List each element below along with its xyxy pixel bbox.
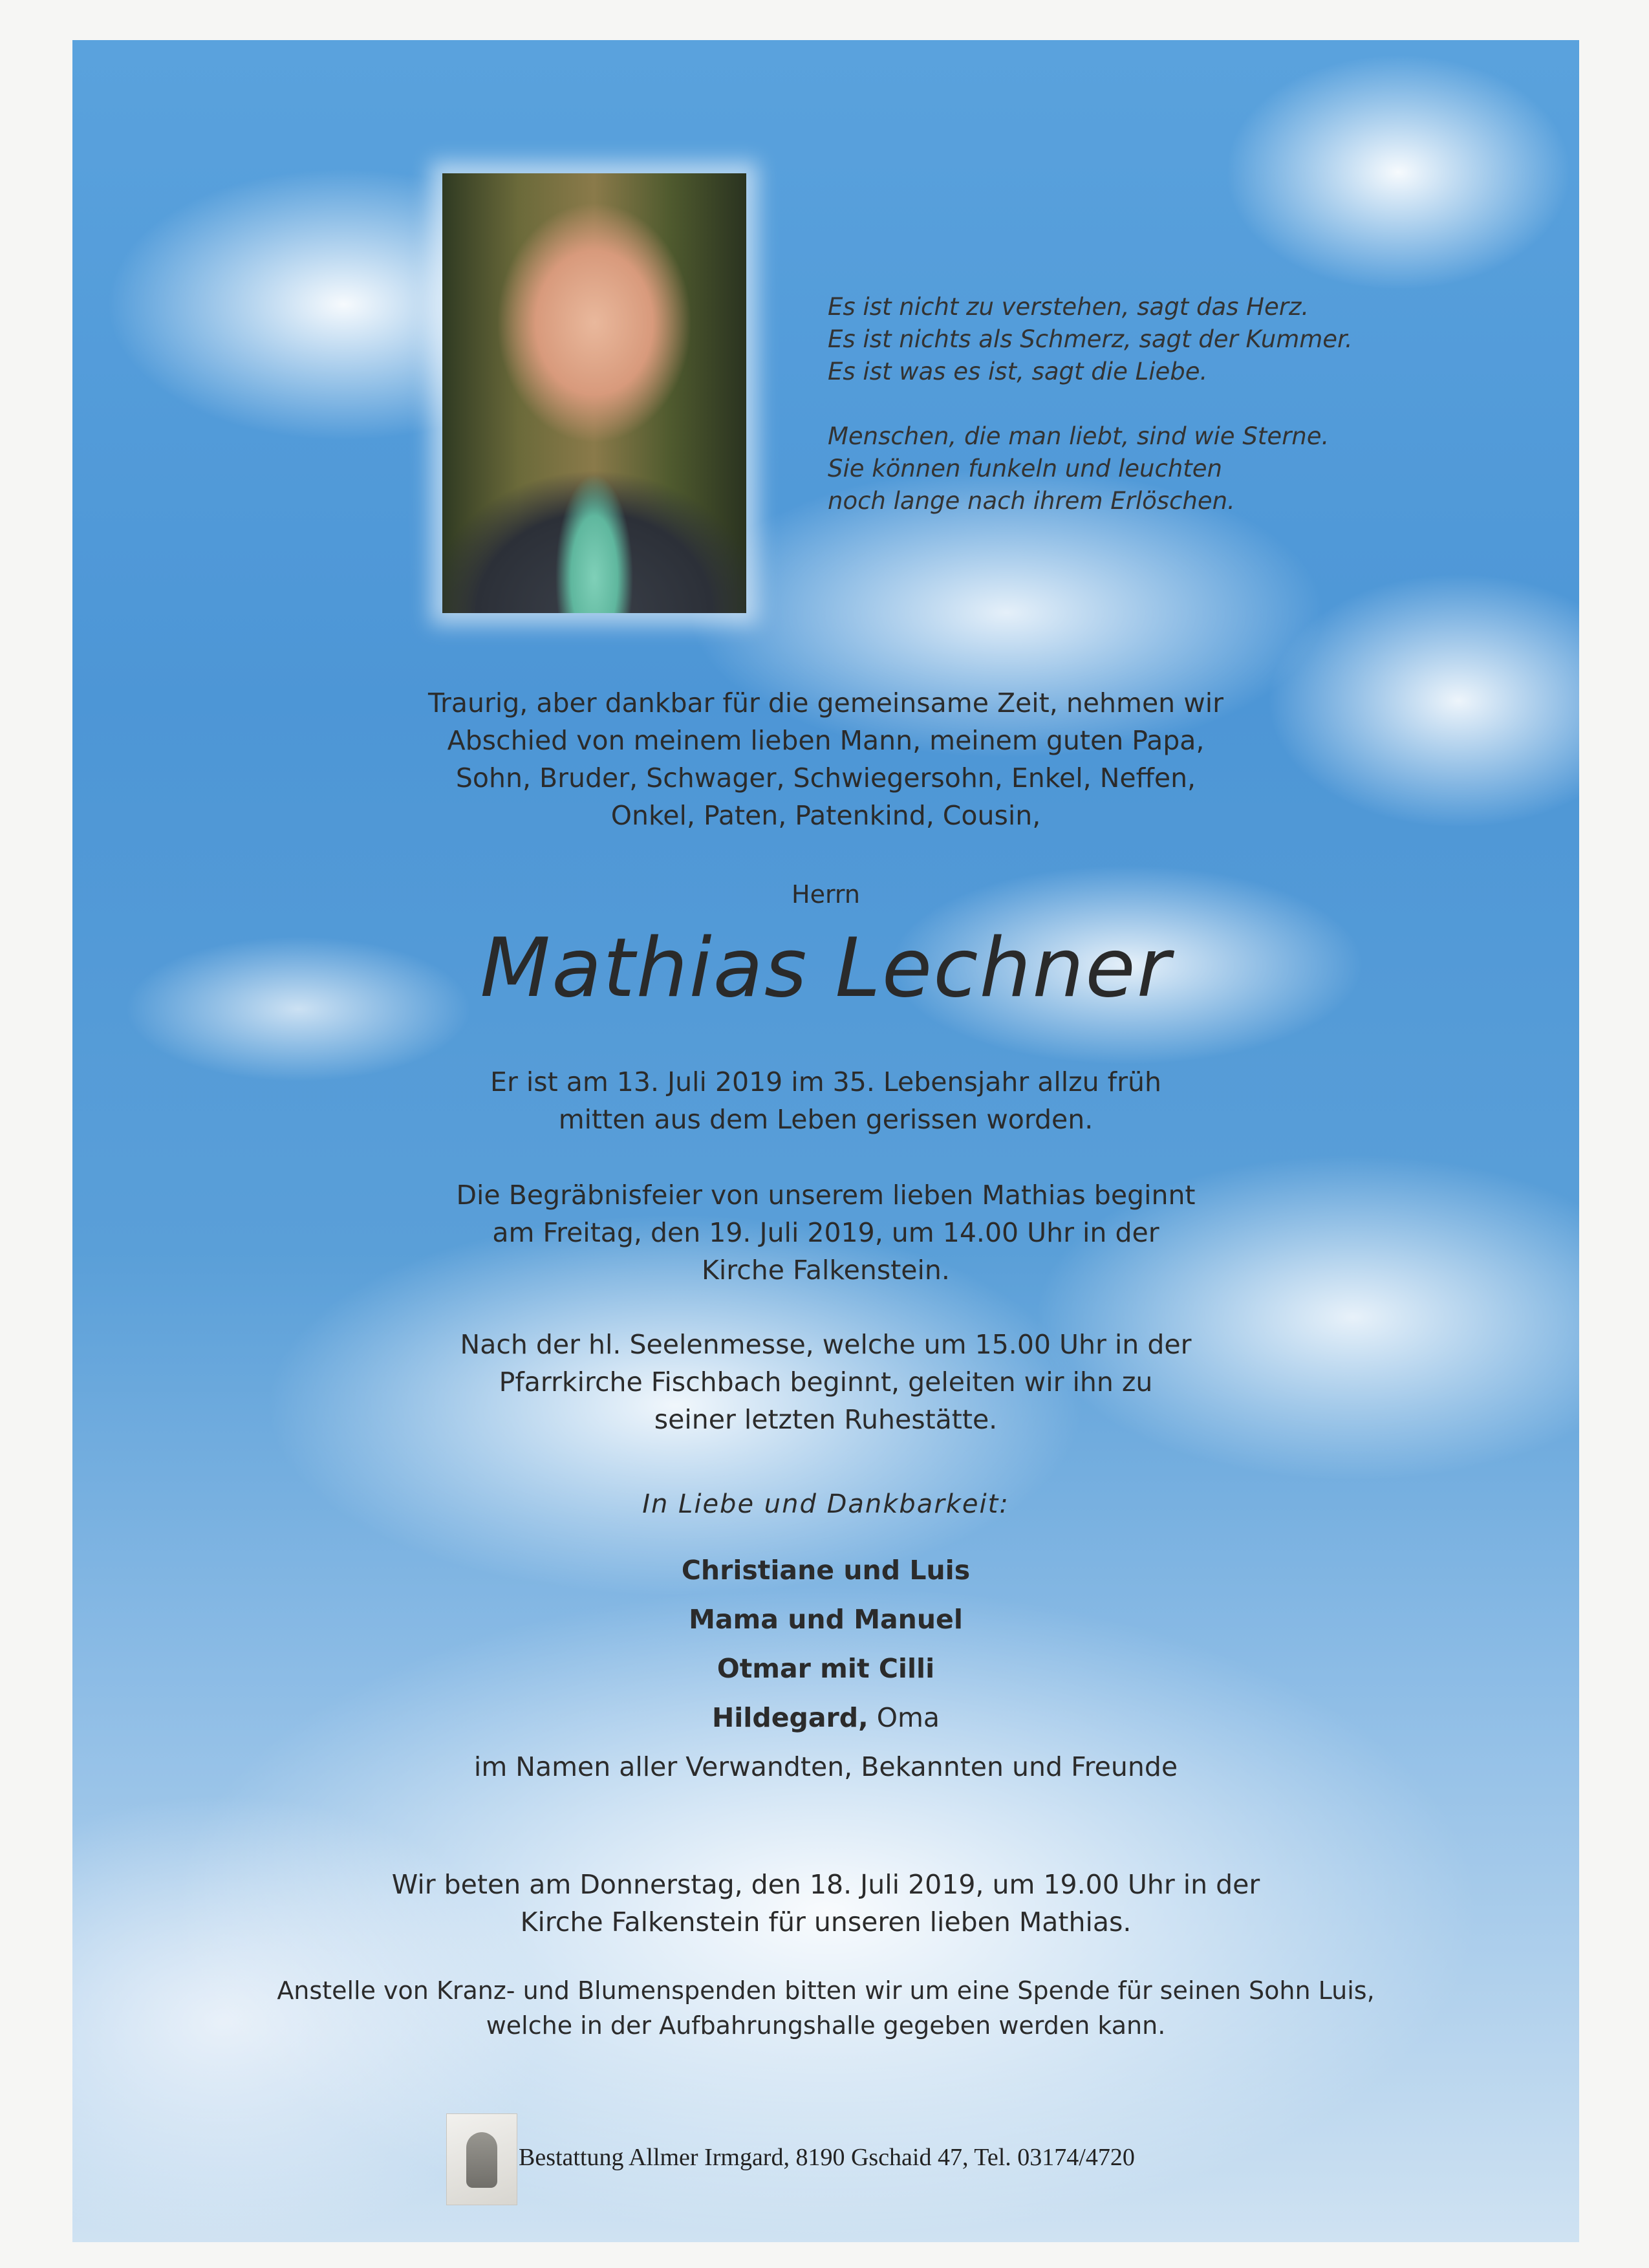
poem: [828, 291, 1410, 517]
mourner-name-bold: Hildegard,: [711, 1702, 868, 1733]
mourners-list: [72, 1546, 1579, 1791]
intro-line: Sohn, Bruder, Schwager, Schwiegersohn, Enkel, Neffen,: [455, 762, 1196, 794]
deceased-name: Mathias Lechner: [480, 920, 1172, 1015]
donation-line: Anstelle von Kranz- und Blumenspenden bitten wir um eine Spende für seinen Sohn Luis,: [277, 1976, 1375, 2005]
mass-line: seiner letzten Ruhestätte.: [654, 1404, 998, 1435]
mass-line: Nach der hl. Seelenmesse, welche um 15.00 Uhr in der: [460, 1329, 1192, 1360]
prayer-info: [72, 1866, 1579, 1941]
love-heading: In Liebe und Dankbarkeit:: [642, 1489, 1009, 1519]
funeral-line: Die Begräbnisfeier von unserem lieben Mathias beginnt: [456, 1180, 1196, 1211]
poem-line: noch lange nach ihrem Erlöschen.: [828, 487, 1235, 515]
donation-info: [72, 1973, 1579, 2043]
death-notice: [72, 1063, 1579, 1138]
poem-line: Menschen, die man liebt, sind wie Sterne.: [828, 422, 1330, 450]
mourner-name: Mama und Manuel: [689, 1604, 963, 1635]
mass-info: [72, 1326, 1579, 1438]
poem-line: Es ist nichts als Schmerz, sagt der Kummer.: [828, 325, 1353, 353]
funeral-info: [72, 1176, 1579, 1289]
funeral-home-logo-icon: [446, 2113, 517, 2205]
relatives-line: im Namen aller Verwandten, Bekannten und Freunde: [473, 1751, 1178, 1782]
mass-line: Pfarrkirche Fischbach beginnt, geleiten wir ihn zu: [499, 1366, 1153, 1398]
intro-line: Traurig, aber dankbar für die gemeinsame Zeit, nehmen wir: [428, 687, 1223, 718]
salutation: Herrn: [792, 880, 860, 909]
intro-line: Abschied von meinem lieben Mann, meinem guten Papa,: [447, 725, 1205, 756]
prayer-line: Wir beten am Donnerstag, den 18. Juli 2019, um 19.00 Uhr in der: [391, 1869, 1260, 1900]
poem-line: Es ist nicht zu verstehen, sagt das Herz.: [828, 293, 1310, 321]
prayer-line: Kirche Falkenstein für unseren lieben Mathias.: [520, 1906, 1132, 1938]
intro-text: [72, 684, 1579, 834]
donation-line: welche in der Aufbahrungshalle gegeben werden kann.: [486, 2011, 1166, 2040]
death-line: mitten aus dem Leben gerissen worden.: [558, 1104, 1094, 1135]
poem-line: Es ist was es ist, sagt die Liebe.: [828, 358, 1208, 385]
death-line: Er ist am 13. Juli 2019 im 35. Lebensjahr allzu früh: [490, 1066, 1161, 1097]
funeral-line: am Freitag, den 19. Juli 2019, um 14.00 Uhr in der: [492, 1217, 1159, 1248]
funeral-line: Kirche Falkenstein.: [702, 1255, 950, 1286]
mourner-name: Otmar mit Cilli: [717, 1653, 935, 1684]
mourner-name-oma: [72, 1693, 1579, 1742]
obituary-card: [72, 40, 1579, 2242]
mourner-name: Christiane und Luis: [681, 1555, 971, 1586]
funeral-home-contact: Bestattung Allmer Irmgard, 8190 Gschaid 47, Tel. 03174/4720: [519, 2144, 1135, 2171]
mourner-relation: Oma: [868, 1702, 940, 1733]
intro-line: Onkel, Paten, Patenkind, Cousin,: [610, 800, 1041, 831]
portrait-photo: [442, 173, 746, 613]
poem-line: Sie können funkeln und leuchten: [828, 455, 1222, 482]
